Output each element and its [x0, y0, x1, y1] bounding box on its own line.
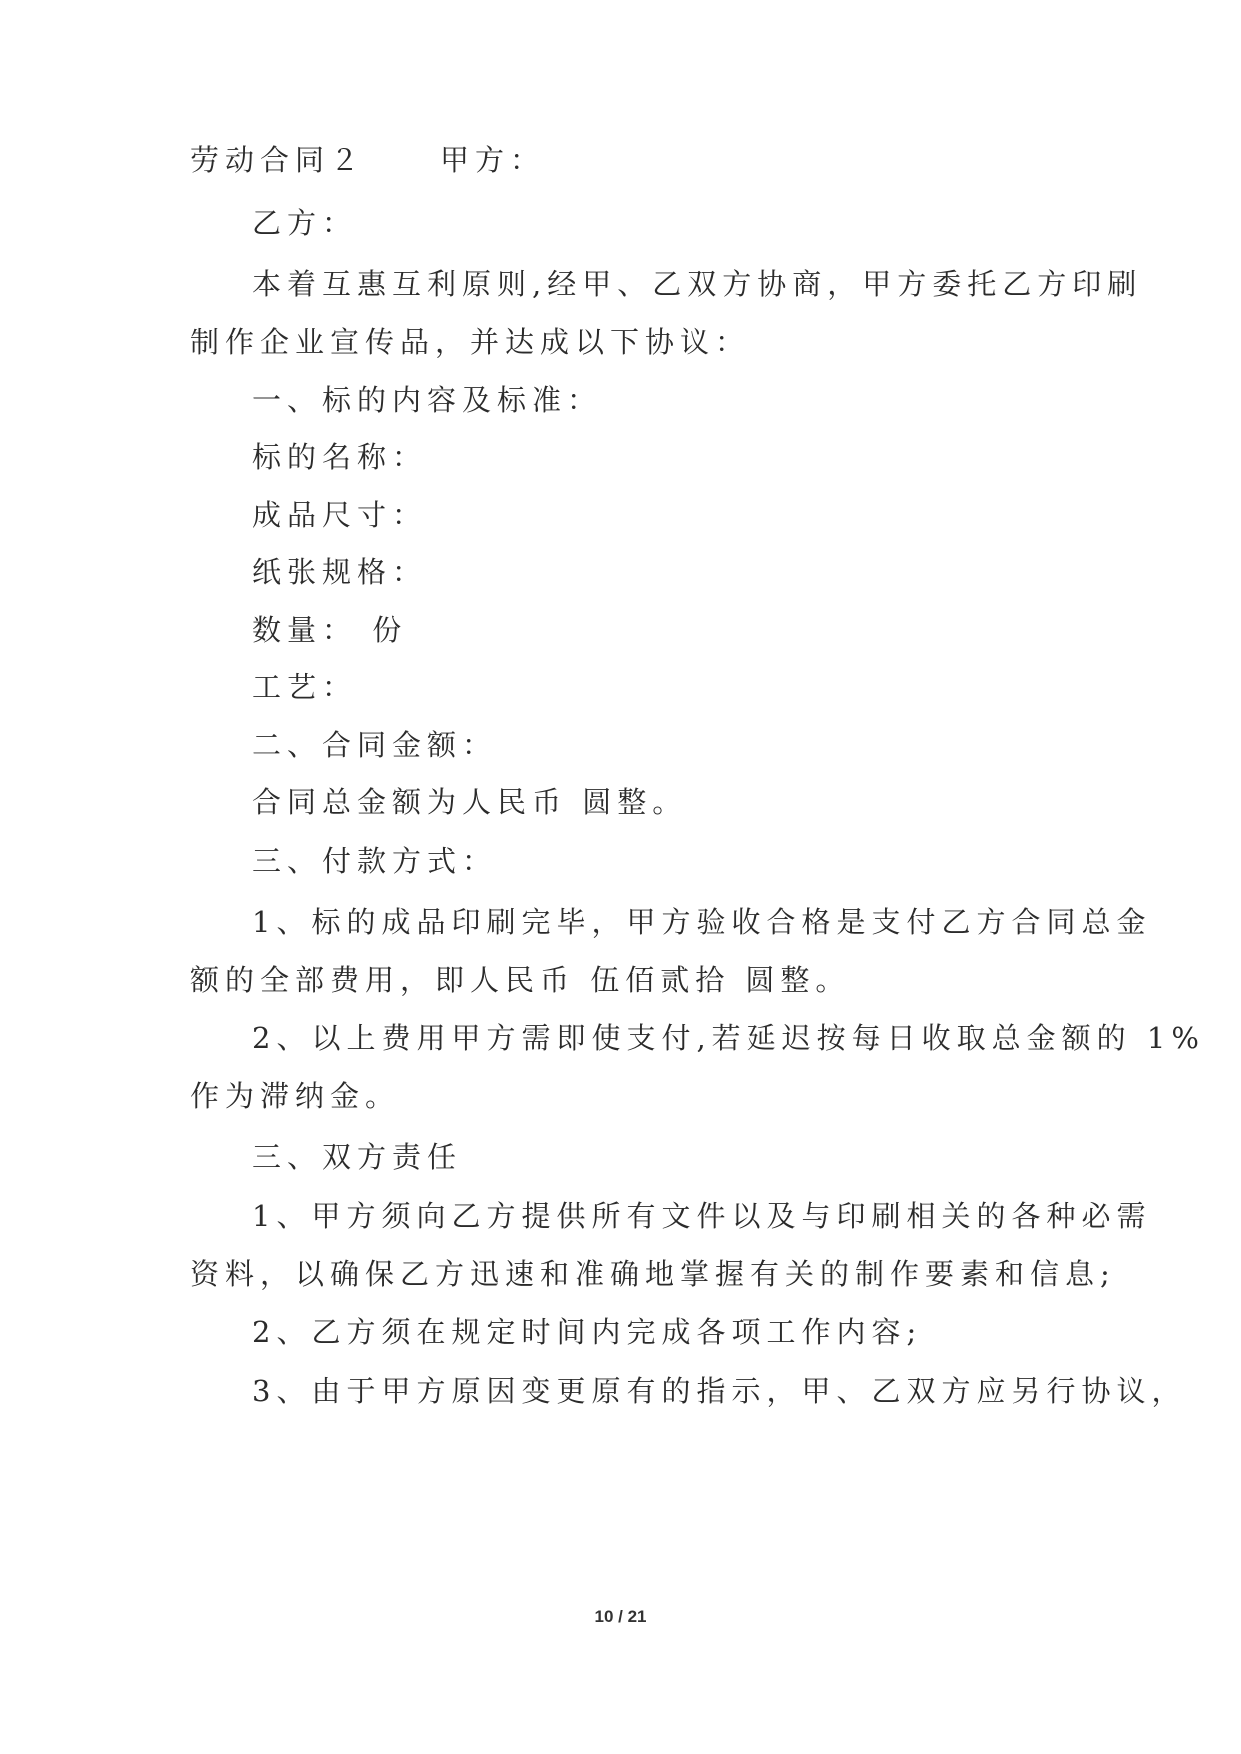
section4-heading: 三、双方责任	[252, 1140, 463, 1174]
field-paper-spec: 纸张规格：	[252, 555, 428, 589]
party-b-label: 乙方：	[252, 206, 358, 240]
duty-item-1-line-2: 资料，以确保乙方迅速和准确地掌握有关的制作要素和信息;	[190, 1257, 1116, 1291]
field-finished-size: 成品尺寸：	[252, 498, 428, 532]
section2-text: 合同总金额为人民币 圆整。	[252, 785, 688, 819]
section3-heading: 三、付款方式：	[252, 844, 498, 878]
payment-item-2-line-2: 作为滞纳金。	[190, 1079, 401, 1113]
field-quantity: 数量： 份	[252, 613, 408, 647]
page-number: 10 / 21	[594, 1607, 647, 1626]
document-title: 劳动合同２	[190, 143, 366, 177]
payment-item-1-line-1: 1、标的成品印刷完毕，甲方验收合格是支付乙方合同总金	[252, 905, 1152, 939]
field-process: 工艺：	[252, 670, 358, 704]
duty-item-1-line-1: 1、甲方须向乙方提供所有文件以及与印刷相关的各种必需	[252, 1199, 1152, 1233]
title-line	[190, 140, 545, 180]
section1-heading: 一、标的内容及标准：	[252, 383, 603, 417]
payment-item-1-line-2: 额的全部费用，即人民币 伍佰贰拾 圆整。	[190, 963, 851, 997]
duty-item-3: 3、由于甲方原因变更原有的指示，甲、乙双方应另行协议，	[252, 1374, 1187, 1408]
intro-line-1: 本着互惠互利原则,经甲、乙双方协商，甲方委托乙方印刷	[252, 267, 1143, 301]
payment-item-2-line-1: 2、以上费用甲方需即使支付,若延迟按每日收取总金额的 1%	[252, 1021, 1205, 1055]
duty-item-2: 2、乙方须在规定时间内完成各项工作内容;	[252, 1315, 923, 1349]
field-subject-name: 标的名称：	[252, 440, 428, 474]
party-a-label: 甲方：	[440, 143, 546, 177]
section2-heading: 二、合同金额：	[252, 728, 498, 762]
intro-line-2: 制作企业宣传品，并达成以下协议：	[190, 325, 751, 359]
